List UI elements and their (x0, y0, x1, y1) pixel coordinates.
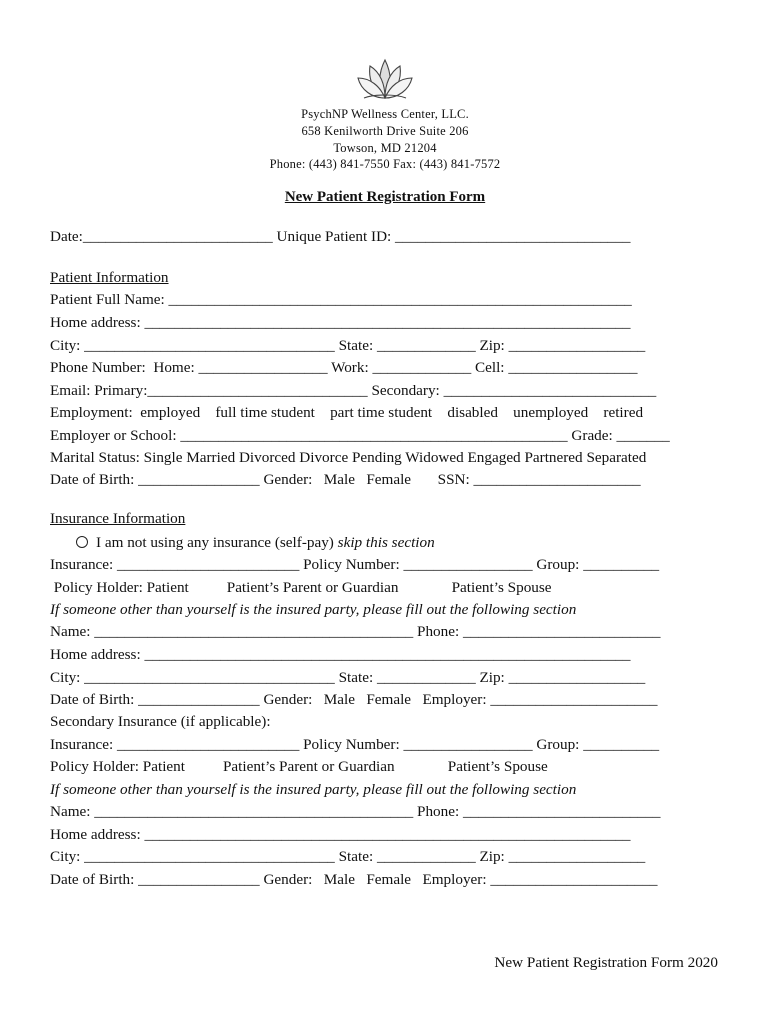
patient-information-heading: Patient Information (50, 269, 169, 286)
secondary-dob-gender-employer-field[interactable]: Date of Birth: ________________ Gender: Male Female Employer: ______________________ (50, 871, 658, 888)
insured-name-phone-field[interactable]: Name: __________________________________________ Phone: __________________________ (50, 623, 661, 640)
date-patient-id-line[interactable]: Date:_________________________ Unique Patient ID: _______________________________ (50, 228, 631, 245)
insured-home-address-field[interactable]: Home address: ________________________________________________________________ (50, 646, 631, 663)
no-insurance-label: I am not using any insurance (self-pay) (96, 534, 338, 551)
insured-party-note: If someone other than yourself is the insured party, please fill out the following section (50, 601, 577, 618)
company-address-line1: 658 Kenilworth Drive Suite 206 (301, 124, 469, 138)
phone-number-field[interactable]: Phone Number: Home: _________________ Work: _____________ Cell: _________________ (50, 359, 638, 376)
secondary-insurance-field[interactable]: Insurance: ________________________ Policy Number: _________________ Group: __________ (50, 736, 660, 753)
email-field[interactable]: Email: Primary:_____________________________ Secondary: ____________________________ (50, 382, 657, 399)
page-footer: New Patient Registration Form 2020 (494, 954, 718, 971)
secondary-city-state-zip-field[interactable]: City: _________________________________ State: _____________ Zip: __________________ (50, 848, 646, 865)
insurance-information-heading: Insurance Information (50, 510, 186, 527)
marital-status-options[interactable]: Marital Status: Single Married Divorced Divorce Pending Widowed Engaged Partnered Separated (50, 449, 647, 466)
insured-city-state-zip-field[interactable]: City: _________________________________ State: _____________ Zip: __________________ (50, 669, 646, 686)
company-phone-fax: Phone: (443) 841-7550 Fax: (443) 841-7572 (269, 157, 501, 171)
employment-options[interactable]: Employment: employed full time student part time student disabled unemployed retired (50, 404, 644, 421)
secondary-policy-holder-options[interactable]: Policy Holder: Patient Patient’s Parent or Guardian Patient’s Spouse (50, 758, 548, 775)
dob-gender-ssn-field[interactable]: Date of Birth: ________________ Gender: Male Female SSN: ______________________ (50, 471, 641, 488)
home-address-field[interactable]: Home address: ________________________________________________________________ (50, 314, 631, 331)
lotus-icon (356, 54, 414, 102)
city-state-zip-field[interactable]: City: _________________________________ State: _____________ Zip: __________________ (50, 337, 646, 354)
patient-full-name-field[interactable]: Patient Full Name: _____________________________________________________________ (50, 291, 632, 308)
company-name: PsychNP Wellness Center, LLC. (301, 107, 469, 121)
employer-school-field[interactable]: Employer or School: ___________________________________________________ Grade: _______ (50, 427, 670, 444)
radio-icon[interactable] (76, 536, 88, 548)
insurance-field[interactable]: Insurance: ________________________ Policy Number: _________________ Group: __________ (50, 556, 660, 573)
company-address-line2: Towson, MD 21204 (333, 141, 437, 155)
insured-dob-gender-employer-field[interactable]: Date of Birth: ________________ Gender: Male Female Employer: ______________________ (50, 691, 658, 708)
secondary-insurance-label: Secondary Insurance (if applicable): (50, 713, 271, 730)
secondary-home-address-field[interactable]: Home address: ________________________________________________________________ (50, 826, 631, 843)
no-insurance-option[interactable] (76, 533, 435, 553)
policy-holder-options[interactable]: Policy Holder: Patient Patient’s Parent or Guardian Patient’s Spouse (50, 579, 552, 596)
skip-section-note: skip this section (337, 534, 435, 551)
secondary-name-phone-field[interactable]: Name: __________________________________________ Phone: __________________________ (50, 803, 661, 820)
form-title: New Patient Registration Form (284, 189, 486, 205)
secondary-insured-party-note: If someone other than yourself is the insured party, please fill out the following section (50, 781, 577, 798)
